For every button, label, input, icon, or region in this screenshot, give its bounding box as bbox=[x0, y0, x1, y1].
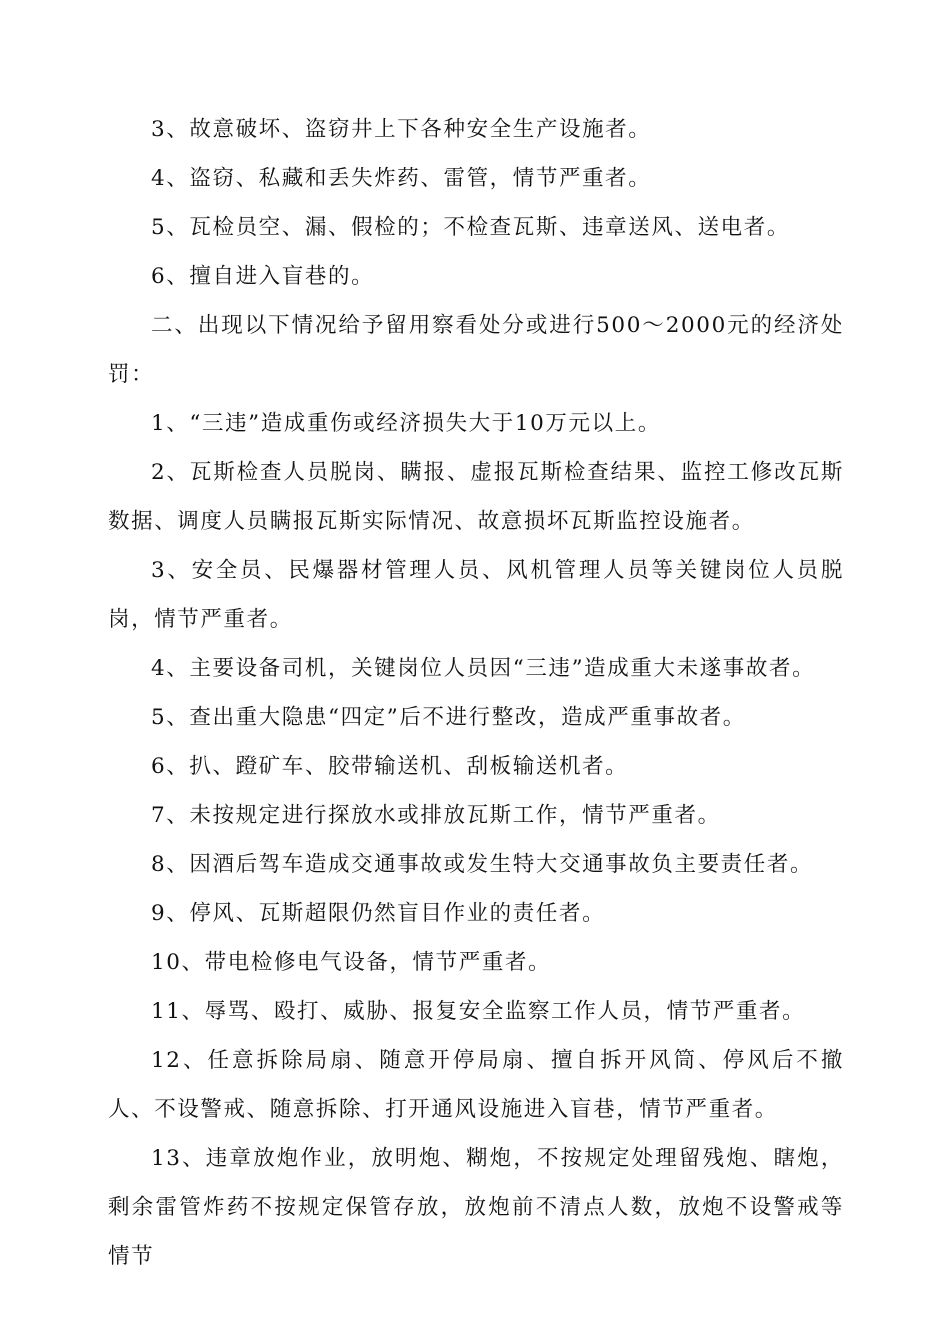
paragraph-item-3-key-posts: 3、安全员、民爆器材管理人员、风机管理人员等关键岗位人员脱岗，情节严重者。 bbox=[108, 558, 844, 632]
paragraph-item-13-blasting: 13、违章放炮作业，放明炮、糊炮，不按规定处理留残炮、瞎炮，剩余雷管炸药不按规定保管存放，放炮前不清点人数，放炮不设警戒等情节 bbox=[108, 1146, 844, 1269]
paragraph-item-5-gas-inspector: 5、瓦检员空、漏、假检的；不检查瓦斯、违章送风、送电者。 bbox=[151, 215, 790, 240]
paragraph-item-3-sabotage: 3、故意破坏、盗窃井上下各种安全生产设施者。 bbox=[151, 117, 652, 142]
paragraph-item-1-three-violations: 1、“三违”造成重伤或经济损失大于10万元以上。 bbox=[151, 411, 661, 436]
paragraph-item-8-drunk-driving: 8、因酒后驾车造成交通事故或发生特大交通事故负主要责任者。 bbox=[151, 852, 814, 877]
paragraph-item-4-explosives-theft: 4、盗窃、私藏和丢失炸药、雷管，情节严重者。 bbox=[151, 166, 652, 191]
section-heading-two: 二、出现以下情况给予留用察看处分或进行500～2000元的经济处罚： bbox=[108, 313, 844, 387]
paragraph-item-7-water-gas: 7、未按规定进行探放水或排放瓦斯工作，情节严重者。 bbox=[151, 803, 721, 828]
document-body bbox=[108, 105, 844, 1281]
paragraph-item-6-riding-conveyors: 6、扒、蹬矿车、胶带输送机、刮板输送机者。 bbox=[151, 754, 629, 779]
paragraph-item-2-gas-data: 2、瓦斯检查人员脱岗、瞒报、虚报瓦斯检查结果、监控工修改瓦斯数据、调度人员瞒报瓦斯实际情况、故意损坏瓦斯监控设施者。 bbox=[108, 460, 844, 534]
paragraph-item-6-blind-roadway: 6、擅自进入盲巷的。 bbox=[151, 264, 375, 289]
paragraph-item-9-ventilation-stop: 9、停风、瓦斯超限仍然盲目作业的责任者。 bbox=[151, 901, 606, 926]
paragraph-item-10-live-maintenance: 10、带电检修电气设备，情节严重者。 bbox=[151, 950, 552, 975]
paragraph-item-4-equipment-drivers: 4、主要设备司机，关键岗位人员因“三违”造成重大未遂事故者。 bbox=[151, 656, 816, 681]
paragraph-item-5-hazards: 5、查出重大隐患“四定”后不进行整改，造成严重事故者。 bbox=[151, 705, 746, 730]
paragraph-item-11-assault: 11、辱骂、殴打、威胁、报复安全监察工作人员，情节严重者。 bbox=[151, 999, 806, 1024]
paragraph-item-12-local-fans: 12、任意拆除局扇、随意开停局扇、擅自拆开风筒、停风后不撤人、不设警戒、随意拆除、打开通风设施进入盲巷，情节严重者。 bbox=[108, 1048, 844, 1122]
